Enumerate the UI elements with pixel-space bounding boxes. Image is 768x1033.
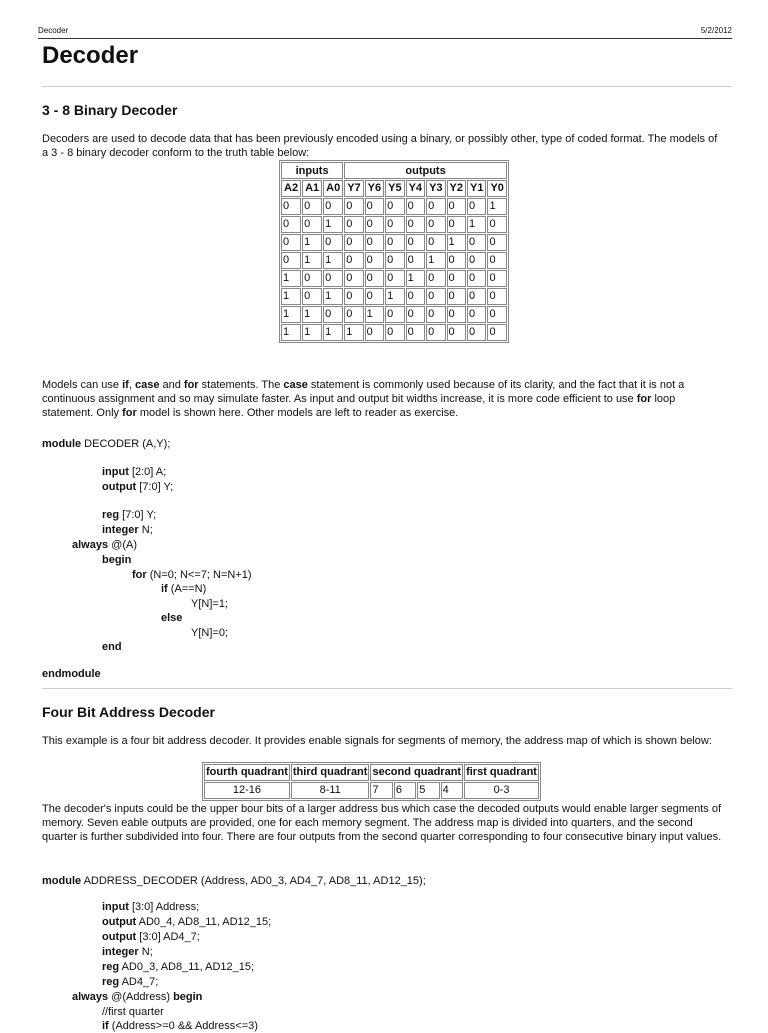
code-line: Y[N]=1; [191,598,228,610]
quadrant-cell: 0-3 [464,782,539,799]
truth-table-cell: 0 [426,324,445,341]
truth-table-cell: 0 [406,234,425,251]
truth-table-cell: 0 [385,306,404,323]
quadrant-cell: 5 [417,782,439,799]
code-line: if (Address>=0 && Address<=3) [102,1020,258,1032]
models-kw-for-2: for [636,393,652,405]
quadrant-header: second quadrant [370,764,463,781]
code-line: output AD0_4, AD8_11, AD12_15; [102,916,272,928]
truth-table-cell: 1 [344,324,363,341]
section-heading-address-decoder: Four Bit Address Decoder [42,704,215,720]
truth-table-column-header: Y0 [487,180,506,197]
truth-table-row [281,306,507,323]
models-text-7: model is shown here. Other models are left to reader as exercise. [136,407,459,419]
truth-table-cell: 0 [487,216,506,233]
truth-table-cell: 1 [281,306,301,323]
truth-table-cell: 0 [365,216,384,233]
truth-table-cell: 1 [302,234,322,251]
truth-table-cell: 0 [281,216,301,233]
code-line: integer N; [102,946,153,958]
truth-table-cell: 0 [365,198,384,215]
truth-table-cell: 0 [323,270,343,287]
truth-table-cell: 0 [323,234,343,251]
quadrant-cell: 6 [394,782,416,799]
truth-table-cell: 0 [344,270,363,287]
code-line: integer N; [102,524,153,536]
models-text-2: , [128,379,135,391]
title-divider [42,86,732,87]
truth-table-cell: 1 [426,252,445,269]
truth-table-body [281,198,507,341]
truth-table-cell: 0 [447,324,466,341]
quadrant-header: third quadrant [291,764,370,781]
code-line: input [3:0] Address; [102,901,200,913]
truth-table-cell: 0 [467,270,486,287]
truth-table-cell: 0 [344,306,363,323]
truth-table-row [281,198,507,215]
address-decoder-intro: This example is a four bit address decoder. It provides enable signals for segments of memory, the address map of which is shown below: [42,735,712,747]
truth-table-cell: 0 [426,198,445,215]
binary-decoder-intro: Decoders are used to decode data that has been previously encoded using a binary, or possibly other, type of coded format. The models of a 3 - 8 binary decoder conform to the truth table below: [42,133,718,159]
truth-table-cell: 0 [344,234,363,251]
truth-table-cell: 0 [467,252,486,269]
truth-table-cell: 0 [406,198,425,215]
truth-table-column-header: Y2 [447,180,466,197]
models-paragraph [42,378,722,420]
quadrant-cell: 12-16 [204,782,290,799]
truth-table-row [281,288,507,305]
code-line: //first quarter [102,1006,164,1018]
models-kw-if: if [122,379,129,391]
truth-table-cell: 0 [365,288,384,305]
models-text-5: statement is commonly used because of its clarity, and the fact that it is not a continuous assignment and so may simulate faster. As input and output bit widths increase, it is more code efficient to use [42,379,685,405]
truth-table-cell: 0 [385,270,404,287]
truth-table-column-header: Y4 [406,180,425,197]
truth-table-cell: 0 [447,288,466,305]
truth-table-cell: 1 [406,270,425,287]
truth-table-cell: 0 [385,198,404,215]
truth-table-group-outputs: outputs [344,162,507,179]
code-line: Y[N]=0; [191,627,228,639]
truth-table-cell: 1 [323,252,343,269]
code-line: reg [7:0] Y; [102,509,157,521]
truth-table-cell: 0 [467,324,486,341]
code-line: reg AD0_3, AD8_11, AD12_15; [102,961,255,973]
truth-table-cell: 0 [426,234,445,251]
truth-table-cell: 0 [385,324,404,341]
section-divider [42,688,732,689]
truth-table-cell: 0 [385,252,404,269]
truth-table-cell: 0 [323,306,343,323]
truth-table-column-header: Y6 [365,180,384,197]
quadrant-header: fourth quadrant [204,764,290,781]
truth-table-cell: 0 [467,198,486,215]
truth-table-cell: 0 [323,198,343,215]
truth-table-cell: 1 [385,288,404,305]
truth-table-cell: 0 [447,270,466,287]
header-doc-title: Decoder [38,26,69,35]
truth-table-cell: 0 [406,216,425,233]
models-kw-case: case [134,379,160,391]
code-line: endmodule [42,668,101,680]
truth-table-cell: 0 [281,252,301,269]
models-text-6: loop statement. Only [42,393,676,419]
code-line: for (N=0; N<=7; N=N+1) [132,569,252,581]
truth-table-cell: 1 [281,324,301,341]
models-text-1: Models can use [42,379,123,391]
truth-table-cell: 0 [447,252,466,269]
truth-table-cell: 0 [406,306,425,323]
truth-table-cell: 0 [365,234,384,251]
truth-table-cell: 0 [281,198,301,215]
truth-table-cell: 0 [344,216,363,233]
truth-table-cell: 0 [385,234,404,251]
code-line: else [161,612,183,624]
truth-table-cell: 0 [467,288,486,305]
code-line: begin [102,554,132,566]
truth-table-group-inputs: inputs [281,162,343,179]
truth-table-column-header: A1 [302,180,322,197]
truth-table-cell: 0 [467,234,486,251]
page-title: Decoder [42,42,139,69]
code-line: always @(Address) begin [72,991,203,1003]
truth-table-cell: 0 [365,252,384,269]
truth-table-cell: 0 [365,270,384,287]
truth-table-cell: 0 [406,324,425,341]
code-line: end [102,641,122,653]
address-decoder-description: The decoder's inputs could be the upper bour bits of a larger address bus which case the decoded outputs would enable larger segments of memory. Seven eable outputs are provided, one for each memory segment. The address map is divided into quarters, and the second quarter is further subdivided into four. There are four outputs from the second quarter corresponding to four consecutive binary input values. [42,803,722,843]
code-line: output [3:0] AD4_7; [102,931,200,943]
truth-table-cell: 1 [487,198,506,215]
truth-table-cell: 0 [426,306,445,323]
truth-table-cell: 0 [344,252,363,269]
truth-table-cell: 1 [302,324,322,341]
code-line: module DECODER (A,Y); [42,438,171,450]
truth-table-cell: 1 [323,216,343,233]
truth-table-cell: 1 [323,288,343,305]
code-line: always @(A) [72,539,137,551]
page-header [38,26,732,39]
code-line: output [7:0] Y; [102,481,174,493]
code-line: module ADDRESS_DECODER (Address, AD0_3, AD4_7, AD8_11, AD12_15); [42,875,426,887]
models-text-4: statements. The [198,379,284,391]
truth-table-row [281,324,507,341]
truth-table-cell: 1 [323,324,343,341]
truth-table-cell: 1 [281,288,301,305]
models-kw-for: for [183,379,199,391]
quadrant-cell: 7 [370,782,392,799]
truth-table-column-header: Y5 [385,180,404,197]
truth-table [279,160,509,343]
truth-table-cell: 0 [365,324,384,341]
truth-table-row [281,234,507,251]
truth-table-cell: 0 [281,234,301,251]
truth-table-cell: 1 [302,306,322,323]
truth-table-cell: 0 [487,288,506,305]
truth-table-cell: 0 [426,216,445,233]
truth-table-cell: 1 [302,252,322,269]
truth-table-column-header: A2 [281,180,301,197]
models-text-3: and [159,379,184,391]
truth-table-cell: 0 [447,216,466,233]
truth-table-header-row [281,180,507,197]
models-kw-for-3: for [122,407,137,419]
truth-table-cell: 0 [426,288,445,305]
truth-table-cell: 0 [467,306,486,323]
code-line: reg AD4_7; [102,976,159,988]
truth-table-cell: 1 [281,270,301,287]
section-heading-binary-decoder: 3 - 8 Binary Decoder [42,102,178,118]
truth-table-cell: 0 [385,216,404,233]
truth-table-cell: 0 [487,270,506,287]
truth-table-cell: 1 [365,306,384,323]
quadrant-cell: 8-11 [291,782,370,799]
truth-table-cell: 0 [487,234,506,251]
truth-table-row [281,270,507,287]
truth-table-cell: 0 [487,324,506,341]
header-date: 5/2/2012 [700,26,732,35]
truth-table-column-header: A0 [323,180,343,197]
truth-table-cell: 0 [487,306,506,323]
truth-table-cell: 0 [302,270,322,287]
quadrant-cell: 4 [441,782,463,799]
truth-table-row [281,216,507,233]
quadrant-table [202,762,541,801]
quadrant-header: first quadrant [464,764,539,781]
truth-table-cell: 0 [406,288,425,305]
truth-table-cell: 0 [344,288,363,305]
truth-table-cell: 0 [302,288,322,305]
truth-table-column-header: Y7 [344,180,363,197]
truth-table-cell: 0 [302,216,322,233]
truth-table-cell: 1 [467,216,486,233]
models-kw-case-2: case [283,379,308,391]
truth-table-column-header: Y3 [426,180,445,197]
truth-table-cell: 0 [302,198,322,215]
truth-table-cell: 0 [426,270,445,287]
truth-table-cell: 0 [344,198,363,215]
code-line: input [2:0] A; [102,466,167,478]
truth-table-cell: 1 [447,234,466,251]
truth-table-cell: 0 [447,198,466,215]
truth-table-cell: 0 [447,306,466,323]
truth-table-column-header: Y1 [467,180,486,197]
truth-table-cell: 0 [487,252,506,269]
truth-table-row [281,252,507,269]
code-line: if (A==N) [161,583,207,595]
truth-table-cell: 0 [406,252,425,269]
